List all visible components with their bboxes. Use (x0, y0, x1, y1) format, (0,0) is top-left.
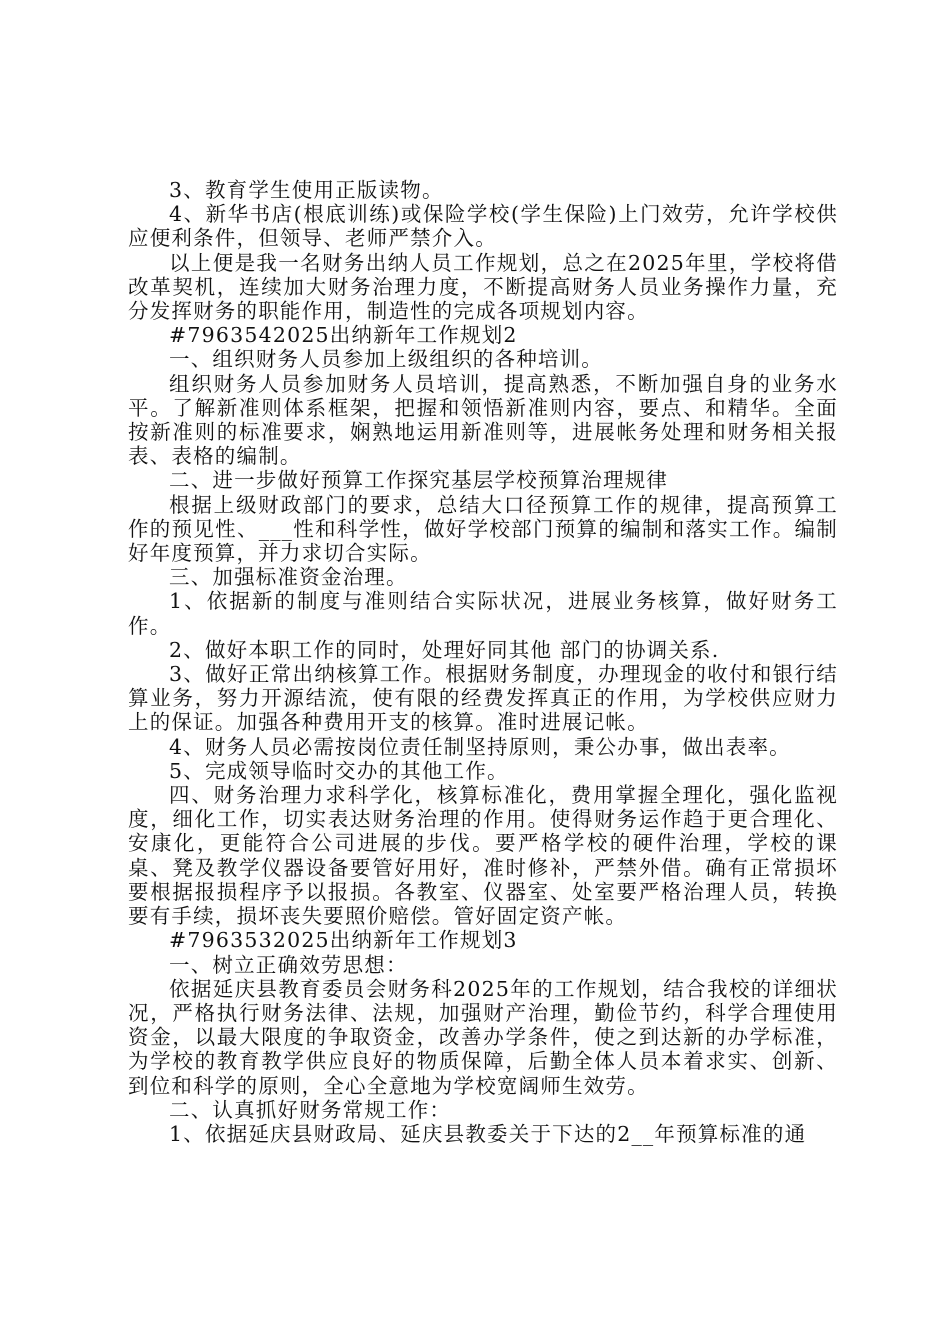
list-item: 5、完成领导临时交办的其他工作。 (169, 758, 509, 783)
list-item: 3、做好正常出纳核算工作。根据财务制度，办理现金的收付和银行结算业务，努力开源结流，使有限的经费发挥真正的作用，为学校供应财力上的保证。加强各种费用开支的核算。准时进展记帐。 (128, 662, 838, 735)
list-item: 4、财务人员必需按岗位责任制坚持原则，秉公办事，做出表率。 (169, 734, 791, 759)
subheading: 一、树立正确效劳思想： (169, 952, 408, 977)
section-heading: #7963532025出纳新年工作规划3 (169, 928, 518, 953)
paragraph: 组织财务人员参加财务人员培训，提高熟悉，不断加强自身的业务水平。了解新准则体系框架，把握和领悟新准则内容，要点、和精华。全面按新准则的标准要求，娴熟地运用新准则等，进展帐务处理和财务相关报表、表格的编制。 (128, 371, 838, 469)
section-heading: #7963542025出纳新年工作规划2 (169, 323, 518, 348)
subheading: 三、加强标准资金治理。 (169, 565, 408, 590)
list-item: 2、做好本职工作的同时，处理好同其他 部门的协调关系. (169, 637, 720, 662)
paragraph: 4、新华书店(根底训练)或保险学校(学生保险)上门效劳，允许学校供应便利条件，但领导、老师严禁介入。 (128, 202, 838, 251)
subheading: 二、进一步做好预算工作探究基层学校预算治理规律 (169, 468, 669, 493)
subheading: 二、认真抓好财务常规工作： (169, 1097, 452, 1122)
list-item: 1、依据延庆县财政局、延庆县教委关于下达的2__年预算标准的通 (169, 1121, 807, 1146)
paragraph: 3、教育学生使用正版读物。 (169, 178, 444, 202)
paragraph: 四、财务治理力求科学化，核算标准化，费用掌握全理化，强化监视度，细化工作，切实表达财务治理的作用。使得财务运作趋于更合理化、安康化，更能符合公司进展的步伐。要严格学校的硬件治理，学校的课桌、凳及教学仪器设备要管好用好，准时修补，严禁外借。确有正常损坏要根据报损程序予以报损。各教室、仪器室、处室要严格治理人员，转换要有手续，损坏丧失要照价赔偿。管好固定资产帐。 (128, 783, 838, 929)
subheading: 一、组织财务人员参加上级组织的各种培训。 (169, 347, 603, 372)
paragraph: 依据延庆县教育委员会财务科2025年的工作规划，结合我校的详细状况，严格执行财务法律、法规，加强财产治理，勤俭节约，科学合理使用资金，以最大限度的争取资金，改善办学条件，使之到达新的办学标准，为学校的教育教学供应良好的物质保障，后勤全体人员本着求实、创新、到位和科学的原则，全心全意地为学校宽阔师生效劳。 (128, 976, 838, 1098)
paragraph: 根据上级财政部门的要求，总结大口径预算工作的规律，提高预算工作的预见性、___性和科学性，做好学校部门预算的编制和落实工作。编制好年度预算，并力求切合实际。 (128, 492, 838, 566)
paragraph: 以上便是我一名财务出纳人员工作规划，总之在2025年里，学校将借改革契机，连续加大财务治理力度，不断提高财务人员业务操作力量，充分发挥财务的职能作用，制造性的完成各项规划内容。 (128, 250, 838, 324)
list-item: 1、依据新的制度与准则结合实际状况，进展业务核算，做好财务工作。 (128, 589, 838, 638)
document-body (128, 178, 838, 1146)
